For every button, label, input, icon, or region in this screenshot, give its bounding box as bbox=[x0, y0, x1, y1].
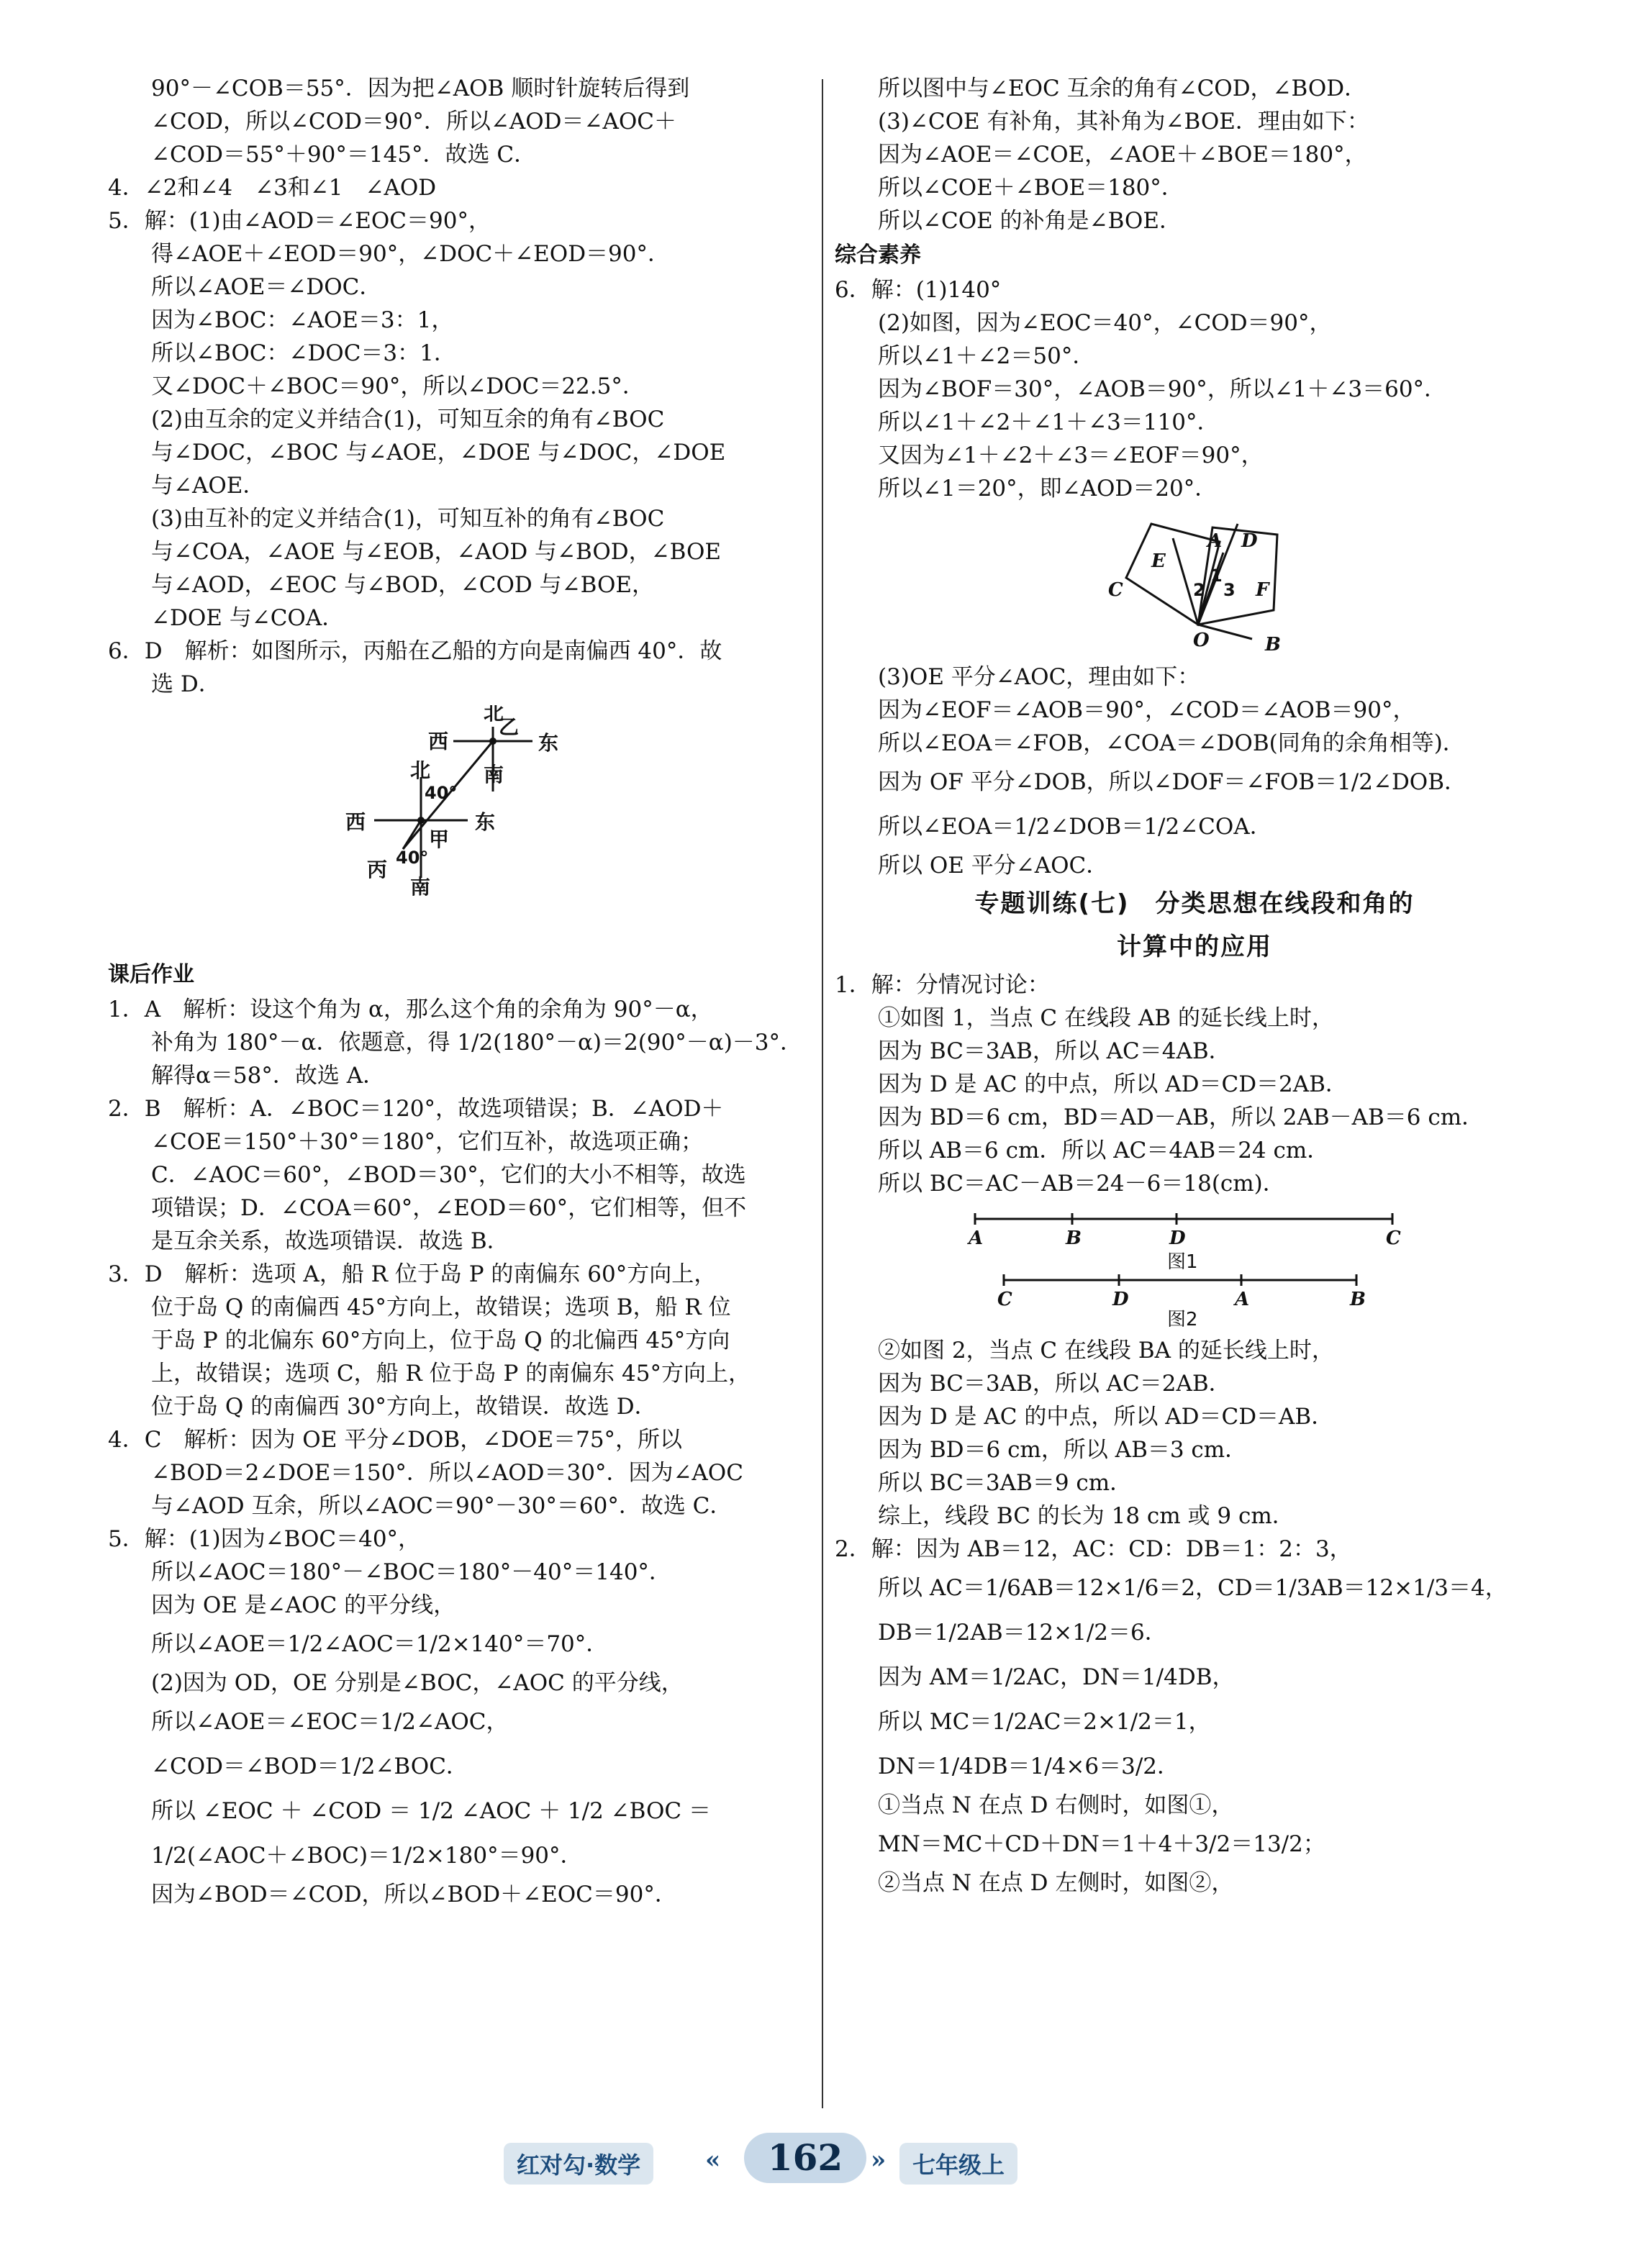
jia-label: 甲 bbox=[429, 827, 450, 851]
fig2-label-D: D bbox=[1112, 1289, 1129, 1310]
text-line: 上，故错误；选项 C，船 R 位于岛 P 的南偏东 45°方向上， bbox=[151, 1361, 751, 1387]
text-line: 与∠DOC，∠BOC 与∠AOE，∠DOE 与∠DOC，∠DOE bbox=[151, 440, 726, 466]
text-line: 得∠AOE＋∠EOD＝90°，∠DOC＋∠EOD＝90°． bbox=[151, 241, 671, 267]
north-label: 北 bbox=[484, 705, 504, 725]
text-line: 因为 AM＝1/2AC，DN＝1/4DB， bbox=[878, 1664, 1235, 1690]
angle-label-2: 40° bbox=[396, 848, 429, 868]
text-line: 5．解：(1)因为∠BOC＝40°， bbox=[108, 1526, 421, 1552]
text-line: 所以∠BOC：∠DOC＝3：1． bbox=[151, 340, 456, 366]
label-A: A bbox=[1207, 530, 1223, 552]
text-line: 所以∠1＋∠2＝50°． bbox=[878, 343, 1095, 369]
text-line: 因为 D 是 AC 的中点，所以 AD＝CD＝AB． bbox=[878, 1404, 1334, 1430]
right-column bbox=[835, 72, 1554, 1900]
text-line: 所以∠AOE＝1/2∠AOC＝1/2×140°＝70°． bbox=[151, 1631, 609, 1657]
angle-3: 3 bbox=[1223, 580, 1236, 600]
text-line: 1．解：分情况讨论： bbox=[835, 972, 1050, 998]
text-line: C．∠AOC＝60°，∠BOD＝30°，它们的大小不相等，故选 bbox=[151, 1162, 746, 1188]
angle-figure bbox=[835, 509, 1554, 653]
text-line: 与∠COA，∠AOE 与∠EOB，∠AOD 与∠BOD，∠BOE bbox=[151, 539, 722, 565]
text-line: ∠BOD＝2∠DOE＝150°．所以∠AOD＝30°．因为∠AOC bbox=[151, 1460, 743, 1486]
west-label: 西 bbox=[428, 730, 449, 753]
left-column bbox=[108, 72, 828, 1911]
text-line: 所以∠COE 的补角是∠BOE． bbox=[878, 208, 1182, 234]
text-line: 所以 MC＝1/2AC＝2×1/2＝1， bbox=[878, 1709, 1211, 1735]
fig1-caption: 图1 bbox=[1167, 1251, 1198, 1273]
fig1-label-B: B bbox=[1066, 1228, 1082, 1249]
grade-label: 七年级上 bbox=[899, 2143, 1017, 2185]
text-line: 所以∠1＝20°，即∠AOD＝20°． bbox=[878, 476, 1218, 502]
text-line: ∠COE＝150°＋30°＝180°，它们互补，故选项正确； bbox=[151, 1129, 704, 1155]
angle-label: 40° bbox=[425, 783, 458, 803]
text-line: 所以 OE 平分∠AOC． bbox=[878, 853, 1109, 879]
text-line: 1．A 解析：设这个角为 α，那么这个角的余角为 90°－α， bbox=[108, 997, 713, 1022]
label-E: E bbox=[1151, 550, 1166, 572]
text-line: ②当点 N 在点 D 左侧时，如图②， bbox=[878, 1870, 1234, 1896]
page-footer bbox=[0, 2130, 1632, 2195]
text-line: 6．D 解析：如图所示，丙船在乙船的方向是南偏西 40°．故 bbox=[108, 638, 722, 664]
text-line: MN＝MC＋CD＋DN＝1＋4＋3/2＝13/2； bbox=[878, 1831, 1325, 1857]
text-line: ∠DOE 与∠COA． bbox=[151, 605, 345, 631]
text-line: 5．解：(1)由∠AOD＝∠EOC＝90°， bbox=[108, 208, 491, 234]
fig2-label-A: A bbox=[1235, 1289, 1250, 1310]
text-line: (3)OE 平分∠AOC，理由如下： bbox=[878, 664, 1200, 690]
text-line: 6．解：(1)140° bbox=[835, 277, 1002, 303]
text-line: 项错误；D．∠COA＝60°，∠EOD＝60°，它们相等，但不 bbox=[151, 1195, 747, 1221]
angle-2: 2 bbox=[1193, 580, 1205, 600]
text-line: 位于岛 Q 的南偏西 30°方向上，故错误．故选 D． bbox=[151, 1394, 657, 1420]
text-line: DB＝1/2AB＝12×1/2＝6． bbox=[878, 1620, 1167, 1646]
text-line: 所以 BC＝AC－AB＝24－6＝18(cm)． bbox=[878, 1171, 1285, 1197]
fig2-caption: 图2 bbox=[1167, 1309, 1198, 1327]
east-label: 东 bbox=[538, 731, 559, 755]
north-label-2: 北 bbox=[410, 758, 431, 782]
text-line: 因为 BD＝6 cm，BD＝AD－AB，所以 2AB－AB＝6 cm． bbox=[878, 1104, 1484, 1130]
fig2-label-C: C bbox=[997, 1289, 1012, 1310]
text-line: ①当点 N 在点 D 右侧时，如图①， bbox=[878, 1792, 1234, 1818]
label-F: F bbox=[1256, 579, 1269, 601]
section-title: 综合素养 bbox=[835, 242, 921, 268]
text-line: 又因为∠1＋∠2＋∠3＝∠EOF＝90°， bbox=[878, 443, 1264, 468]
text-line: 是互余关系，故选项错误．故选 B． bbox=[151, 1228, 509, 1254]
text-line: 所以∠1＋∠2＋∠1＋∠3＝110°． bbox=[878, 409, 1220, 435]
text-line: 补角为 180°－α．依题意，得 1/2(180°－α)＝2(90°－α)－3°． bbox=[151, 1030, 803, 1056]
text-line: DN＝1/4DB＝1/4×6＝3/2． bbox=[878, 1754, 1179, 1779]
left-guillemet: « bbox=[705, 2146, 721, 2174]
bing-label: 丙 bbox=[367, 858, 388, 881]
text-line: (2)如图，因为∠EOC＝40°，∠COD＝90°， bbox=[878, 310, 1332, 336]
fig1-label-A: A bbox=[969, 1228, 984, 1249]
text-line: 1/2(∠AOC＋∠BOC)＝1/2×180°＝90°． bbox=[151, 1843, 583, 1869]
south-label-2: 南 bbox=[410, 875, 431, 899]
text-line: 因为 D 是 AC 的中点，所以 AD＝CD＝2AB． bbox=[878, 1071, 1348, 1097]
text-line: 因为∠AOE＝∠COE，∠AOE＋∠BOE＝180°， bbox=[878, 142, 1367, 168]
text-line: ①如图 1，当点 C 在线段 AB 的延长线上时， bbox=[878, 1005, 1334, 1031]
homework-title: 课后作业 bbox=[108, 962, 194, 987]
text-line: 因为∠EOF＝∠AOB＝90°，∠COD＝∠AOB＝90°， bbox=[878, 697, 1415, 723]
page-number: 162 bbox=[744, 2133, 866, 2183]
text-line: ∠COD，所以∠COD＝90°．所以∠AOD＝∠AOC＋ bbox=[151, 109, 676, 135]
text-line: 解得α＝58°．故选 A． bbox=[151, 1063, 386, 1089]
compass-figure bbox=[108, 705, 828, 950]
text-line: (2)由互余的定义并结合(1)，可知互余的角有∠BOC bbox=[151, 407, 665, 432]
text-line: 与∠AOD 互余，所以∠AOC＝90°－30°＝60°．故选 C． bbox=[151, 1493, 733, 1519]
topic-title-line2: 计算中的应用 bbox=[1117, 933, 1272, 961]
text-line: 2．解：因为 AB＝12，AC：CD：DB＝1：2：3， bbox=[835, 1536, 1352, 1562]
text-line: (2)因为 OD，OE 分别是∠BOC，∠AOC 的平分线， bbox=[151, 1670, 684, 1696]
west-label-2: 西 bbox=[345, 810, 366, 834]
text-line: 于岛 P 的北偏东 60°方向上，位于岛 Q 的北偏西 45°方向 bbox=[151, 1328, 730, 1353]
topic-title-line1: 专题训练(七) 分类思想在线段和角的 bbox=[974, 889, 1415, 918]
text-line: ∠COD＝∠BOD＝1/2∠BOC． bbox=[151, 1754, 468, 1779]
text-line: 所以∠AOE＝∠DOC． bbox=[151, 274, 382, 300]
text-line: 4．∠2和∠4 ∠3和∠1 ∠AOD bbox=[108, 175, 437, 201]
text-line: 所以 AB＝6 cm．所以 AC＝4AB＝24 cm． bbox=[878, 1138, 1330, 1164]
text-line: (3)由互补的定义并结合(1)，可知互补的角有∠BOC bbox=[151, 506, 665, 532]
text-line: 所以 BC＝3AB＝9 cm． bbox=[878, 1470, 1133, 1496]
text-line: 所以 AC＝1/6AB＝12×1/6＝2，CD＝1/3AB＝12×1/3＝4， bbox=[878, 1575, 1508, 1601]
text-line: 因为 OE 是∠AOC 的平分线， bbox=[151, 1592, 456, 1618]
text-line: 所以∠EOA＝1/2∠DOB＝1/2∠COA． bbox=[878, 814, 1272, 840]
text-line: ∠COD＝55°＋90°＝145°．故选 C． bbox=[151, 142, 537, 168]
text-line: 选 D． bbox=[151, 671, 221, 697]
text-line: 90°－∠COB＝55°．因为把∠AOB 顺时针旋转后得到 bbox=[151, 76, 690, 101]
fig1-label-D: D bbox=[1169, 1228, 1186, 1249]
segment-figure-1 bbox=[835, 1205, 1554, 1327]
east-label-2: 东 bbox=[475, 810, 496, 834]
angle-1: 1 bbox=[1210, 566, 1223, 586]
label-B: B bbox=[1265, 634, 1281, 653]
text-line: 因为∠BOC：∠AOE＝3：1， bbox=[151, 307, 454, 333]
south-label: 南 bbox=[484, 763, 504, 786]
text-line: 所以图中与∠EOC 互余的角有∠COD，∠BOD． bbox=[878, 76, 1367, 101]
book-title: 红对勾·数学 bbox=[504, 2143, 653, 2185]
text-line: 因为 BC＝3AB，所以 AC＝2AB． bbox=[878, 1371, 1231, 1397]
label-O: O bbox=[1193, 630, 1210, 651]
text-line: 与∠AOD，∠EOC 与∠BOD，∠COD 与∠BOE， bbox=[151, 572, 655, 598]
text-line: 4．C 解析：因为 OE 平分∠DOB，∠DOE＝75°，所以 bbox=[108, 1427, 683, 1453]
text-line: (3)∠COE 有补角，其补角为∠BOE．理由如下： bbox=[878, 109, 1369, 135]
text-line: 因为 BD＝6 cm，所以 AB＝3 cm． bbox=[878, 1437, 1248, 1463]
text-line: 位于岛 Q 的南偏西 45°方向上，故错误；选项 B，船 R 位 bbox=[151, 1294, 731, 1320]
text-line: 因为 OF 平分∠DOB，所以∠DOF＝∠FOB＝1/2∠DOB． bbox=[878, 769, 1467, 795]
text-line: 因为∠BOF＝30°，∠AOB＝90°，所以∠1＋∠3＝60°． bbox=[878, 376, 1447, 402]
text-line: 2．B 解析：A．∠BOC＝120°，故选项错误；B．∠AOD＋ bbox=[108, 1096, 724, 1122]
label-D: D bbox=[1241, 530, 1258, 552]
text-line: 综上，线段 BC 的长为 18 cm 或 9 cm． bbox=[878, 1503, 1295, 1529]
fig2-label-B: B bbox=[1350, 1289, 1366, 1310]
text-line: 又∠DOC＋∠BOC＝90°，所以∠DOC＝22.5°． bbox=[151, 373, 645, 399]
text-line: 因为 BC＝3AB，所以 AC＝4AB． bbox=[878, 1038, 1231, 1064]
text-line: 3．D 解析：选项 A，船 R 位于岛 P 的南偏东 60°方向上， bbox=[108, 1261, 717, 1287]
yi-label: 乙 bbox=[499, 715, 520, 739]
text-line: 所以∠AOE＝∠EOC＝1/2∠AOC， bbox=[151, 1709, 509, 1735]
text-line: 与∠AOE． bbox=[151, 473, 266, 499]
text-line: 所以∠AOC＝180°－∠BOC＝180°－40°＝140°． bbox=[151, 1559, 671, 1585]
text-line: 所以∠COE＋∠BOE＝180°． bbox=[878, 175, 1184, 201]
text-line: 所以 ∠EOC ＋ ∠COD ＝ 1/2 ∠AOC ＋ 1/2 ∠BOC ＝ bbox=[151, 1798, 711, 1824]
text-line: 因为∠BOD＝∠COD，所以∠BOD＋∠EOC＝90°． bbox=[151, 1882, 677, 1908]
text-line: 所以∠EOA＝∠FOB，∠COA＝∠DOB(同角的余角相等)． bbox=[878, 730, 1465, 756]
fig1-label-C: C bbox=[1386, 1228, 1401, 1249]
label-C: C bbox=[1108, 579, 1123, 601]
text-line: ②如图 2，当点 C 在线段 BA 的延长线上时， bbox=[878, 1338, 1334, 1364]
right-guillemet: » bbox=[871, 2146, 887, 2174]
